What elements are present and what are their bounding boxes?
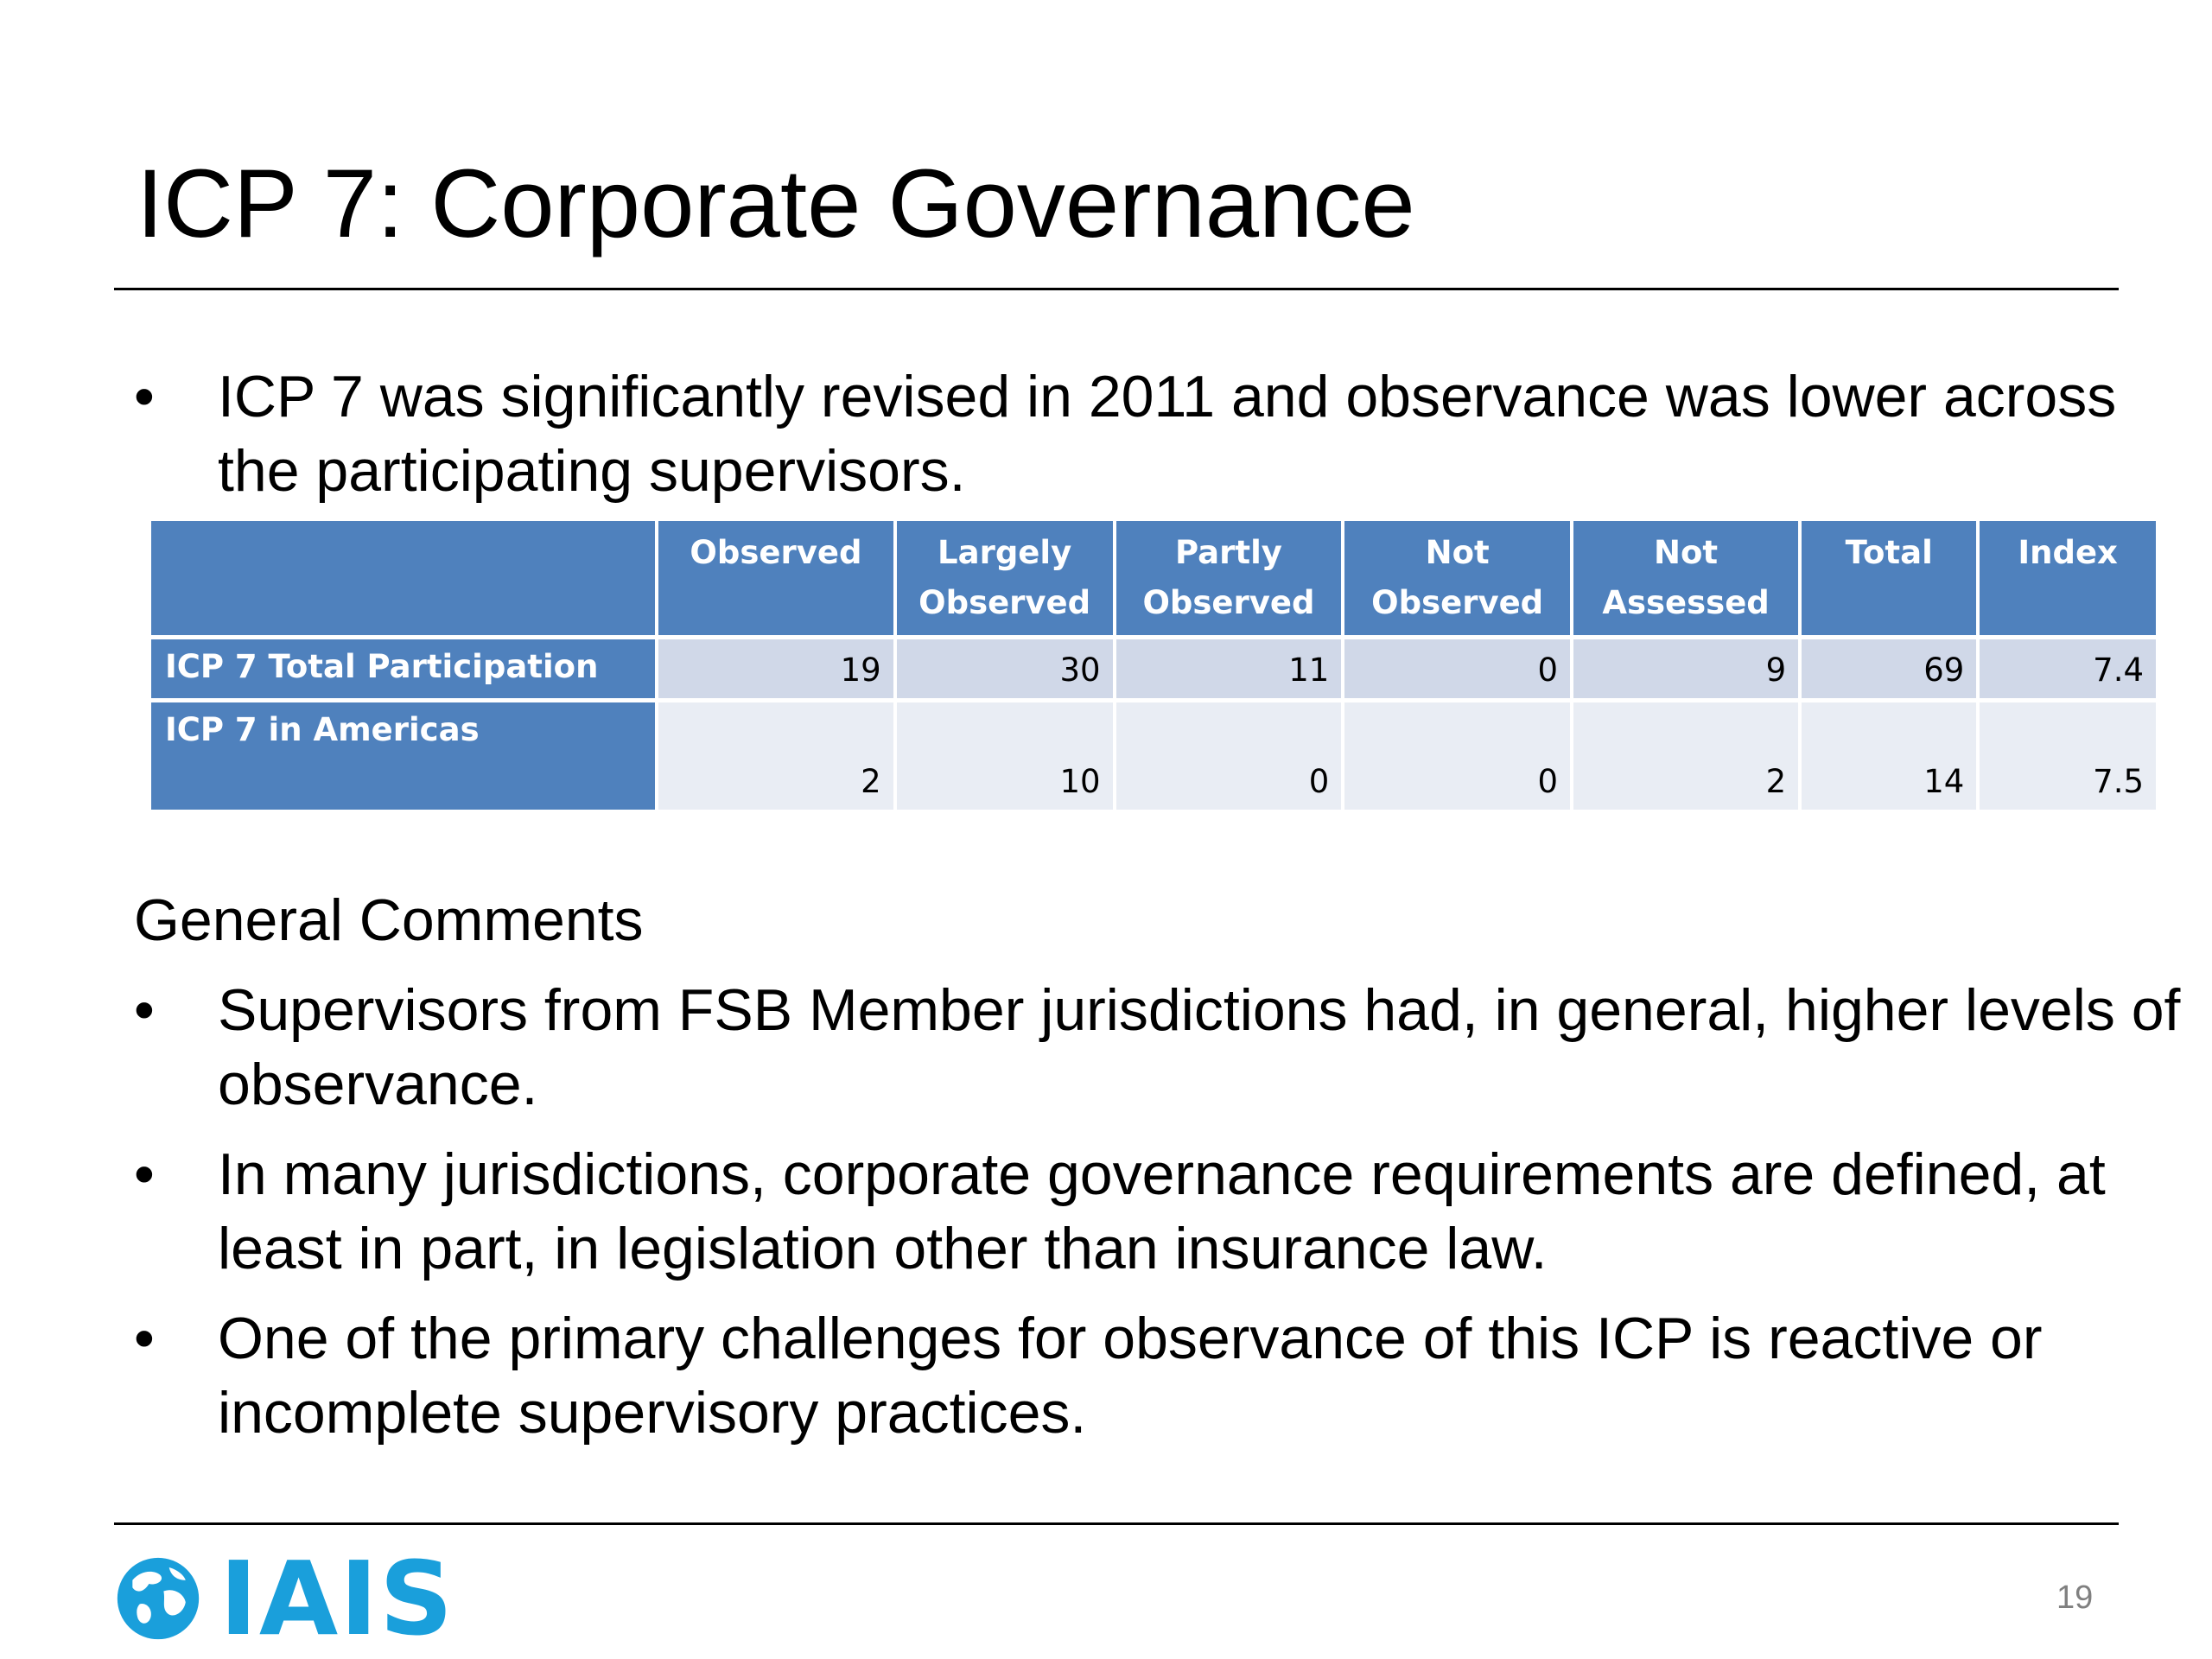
column-header: Not Observed [1344, 521, 1570, 639]
table-cell: 69 [1802, 639, 1976, 702]
slide-title: ICP 7: Corporate Governance [137, 149, 1415, 257]
table-corner-cell [151, 521, 655, 639]
comment-bullet [134, 973, 2205, 1122]
column-header: Partly Observed [1116, 521, 1342, 639]
table-cell: 7.4 [1980, 639, 2156, 702]
table-cell: 9 [1573, 639, 1798, 702]
row-label: ICP 7 in Americas [151, 702, 655, 810]
observance-table [148, 521, 2159, 810]
comment-bullet-text: In many jurisdictions, corporate governance requirements are defined, at least in part, in legislation other than insurance law. [218, 1141, 2106, 1281]
column-header: Observed [658, 521, 893, 639]
page-number: 19 [2056, 1580, 2094, 1616]
table-cell: 2 [1573, 702, 1798, 810]
bullet-dot: • [134, 1306, 155, 1371]
bullet-dot: • [134, 364, 155, 429]
table-cell: 0 [1116, 702, 1342, 810]
table-cell: 30 [897, 639, 1113, 702]
intro-bullet [134, 359, 2205, 508]
table-cell: 0 [1344, 639, 1570, 702]
comment-bullet [134, 1301, 2205, 1450]
table-header-row [151, 521, 2156, 639]
footer-divider [114, 1522, 2119, 1525]
column-header: Index [1980, 521, 2156, 639]
table-cell: 10 [897, 702, 1113, 810]
intro-bullet-text: ICP 7 was significantly revised in 2011 and observance was lower across the participating supervisors. [218, 364, 2117, 504]
comment-bullet [134, 1137, 2205, 1286]
globe-icon [112, 1553, 204, 1644]
table-row [151, 702, 2156, 810]
column-header: Largely Observed [897, 521, 1113, 639]
column-header: Not Assessed [1573, 521, 1798, 639]
bullet-dot: • [134, 977, 155, 1043]
bullet-dot: • [134, 1141, 155, 1207]
general-comments-heading: General Comments [134, 887, 644, 953]
logo-wordmark: IAIS [219, 1539, 455, 1658]
table-cell: 2 [658, 702, 893, 810]
title-divider [114, 288, 2119, 290]
table-cell: 7.5 [1980, 702, 2156, 810]
table-cell: 14 [1802, 702, 1976, 810]
table-row [151, 639, 2156, 702]
table-cell: 11 [1116, 639, 1342, 702]
column-header: Total [1802, 521, 1976, 639]
table-cell: 19 [658, 639, 893, 702]
iais-logo [112, 1539, 455, 1658]
table-cell: 0 [1344, 702, 1570, 810]
comment-bullet-text: Supervisors from FSB Member jurisdictions had, in general, higher levels of observance. [218, 977, 2181, 1117]
row-label: ICP 7 Total Participation [151, 639, 655, 702]
comment-bullet-text: One of the primary challenges for observance of this ICP is reactive or incomplete supervisory practices. [218, 1306, 2043, 1446]
